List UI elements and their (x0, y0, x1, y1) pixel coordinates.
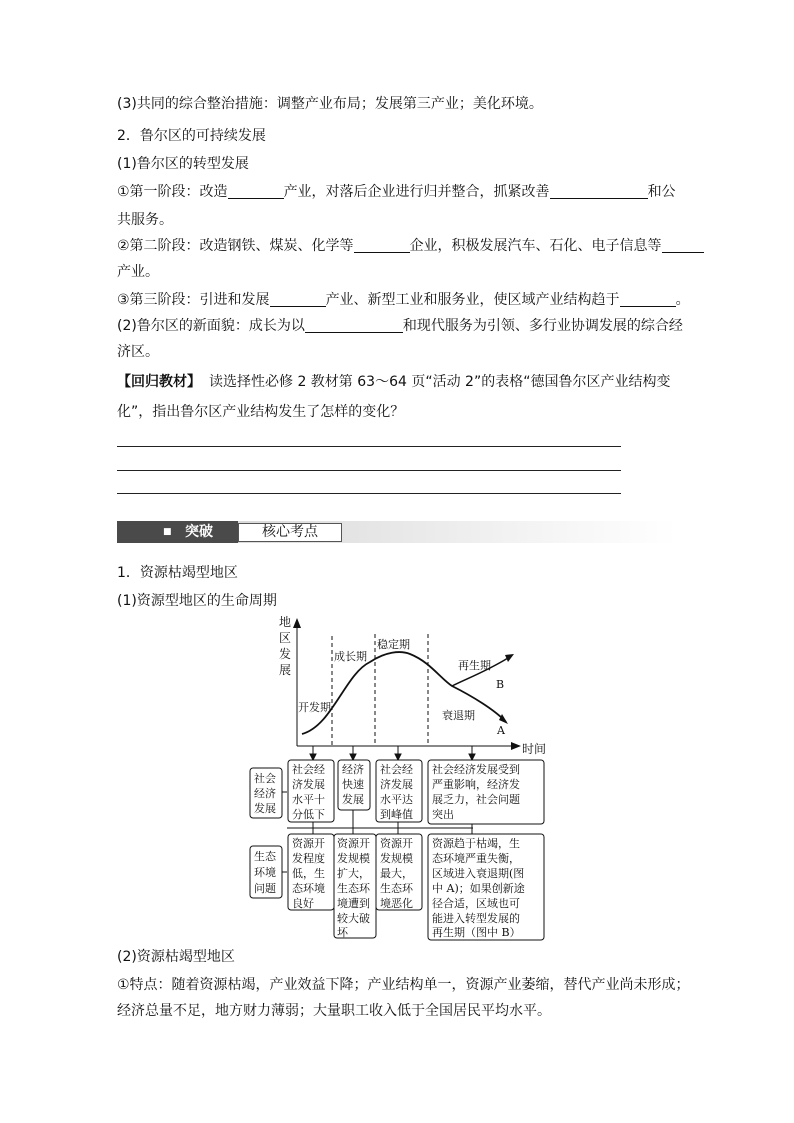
y-label-char: 展 (279, 663, 292, 677)
down-arrow-head (310, 754, 316, 760)
eco-box-4-line: 能进入转型发展的 (432, 912, 520, 925)
blank-1[interactable] (228, 184, 284, 199)
social-box-4-line: 严重影响，经济发 (432, 778, 520, 791)
text-stage1-c: 和公 (647, 184, 676, 200)
text-measures: (3)共同的综合整治措施：调整产业布局；发展第三产业；美化环境。 (117, 96, 543, 112)
text-stage1 (117, 182, 676, 202)
eco-box-3-line: 境恶化 (380, 897, 413, 910)
eco-box-3-line: 资源开 (380, 837, 413, 850)
social-box-3-line: 到峰值 (380, 808, 413, 821)
blank-6[interactable] (620, 292, 676, 307)
text-stage3-a: ③第三阶段：引进和发展 (117, 292, 270, 308)
social-box-4-line: 突出 (432, 808, 454, 821)
text-return-question-cont: 化”，指出鲁尔区产业结构发生了怎样的变化？ (117, 404, 405, 420)
x-axis-label: 时间 (522, 742, 547, 756)
text-stage1-b: 产业，对落后企业进行归并整合，抓紧改善 (283, 184, 550, 200)
social-box-1-line: 济发展 (292, 778, 325, 791)
text-features-cont: 经济总量不足，地方财力薄弱；大量职工收入低于全国居民平均水平。 (117, 1003, 551, 1019)
heading-ruhr: 2．鲁尔区的可持续发展 (117, 128, 266, 144)
down-arrow-head (469, 754, 475, 760)
heading-transform: (1)鲁尔区的转型发展 (117, 156, 249, 172)
social-box-3-line: 社会经 (380, 763, 413, 776)
social-box-2-line: 快速 (342, 778, 364, 791)
stage-regeneration: 再生期 (458, 659, 491, 672)
text-stage2 (117, 236, 704, 256)
banner-dark (117, 521, 238, 543)
eco-box-2-line: 坏 (337, 926, 348, 939)
eco-box-2-line: 较大破 (337, 912, 370, 925)
text-new-look-a: (2)鲁尔区的新面貌：成长为以 (117, 318, 305, 334)
stage-stable: 稳定期 (377, 638, 410, 651)
eco-box-3-line: 最大， (380, 867, 413, 880)
point-b-label: B (496, 678, 505, 691)
eco-box-2-line: 发规模 (337, 852, 370, 865)
arrow-b-icon (505, 654, 514, 662)
eco-box-4-line: 再生期（图中 B） (432, 926, 521, 939)
eco-box-4-line: 态环境严重失衡， (432, 852, 520, 865)
text-stage1-a: ①第一阶段：改造 (117, 184, 228, 200)
row-label-social-line: 社会 (254, 772, 276, 785)
banner-label-core: 核心考点 (238, 523, 342, 542)
eco-box-4-line: 资源趋于枯竭，生 (432, 837, 520, 850)
eco-box-1-line: 资源开 (292, 837, 325, 850)
social-box-1-line: 水平十 (292, 793, 325, 806)
eco-box-3-line: 发规模 (380, 852, 413, 865)
eco-box-1-line: 发程度 (292, 852, 325, 865)
heading-depleted-area: (2)资源枯竭型地区 (117, 949, 235, 965)
eco-box-3-line: 生态环 (380, 882, 413, 895)
blank-3[interactable] (354, 238, 410, 253)
row-label-social-line: 经济 (254, 787, 276, 800)
row-label-social-line: 发展 (254, 802, 276, 815)
y-label-char: 地 (279, 615, 292, 629)
square-icon: ■ (163, 527, 172, 537)
lifecycle-diagram (240, 614, 560, 944)
eco-box-1-line: 态环境 (292, 882, 325, 895)
row-label-eco-line: 问题 (254, 882, 276, 895)
text-stage2-a: ②第二阶段：改造钢铁、煤炭、化学等 (117, 238, 354, 254)
social-box-2-line: 经济 (342, 763, 364, 776)
y-label-char: 区 (279, 631, 292, 645)
social-box-4-line: 展乏力，社会问题 (432, 793, 520, 806)
x-axis-arrow (511, 742, 521, 750)
text-stage2-b: 企业，积极发展汽车、石化、电子信息等 (409, 238, 662, 254)
answer-line-3[interactable] (117, 493, 621, 494)
y-axis-arrow (293, 618, 301, 628)
row-label-eco-line: 生态 (254, 850, 276, 863)
answer-line-1[interactable] (117, 446, 621, 447)
text-stage3 (117, 290, 690, 310)
point-a-label: A (497, 724, 505, 737)
eco-box-4-line: 区域进入衰退期(图 (432, 867, 525, 880)
down-arrow-head (395, 754, 401, 760)
social-box-4-line: 社会经济发展受到 (432, 763, 520, 776)
social-box-1-line: 社会经 (292, 763, 325, 776)
eco-box-2-line: 资源开 (337, 837, 370, 850)
text-new-look-cont: 济区。 (117, 344, 159, 360)
text-features: ①特点：随着资源枯竭，产业效益下降；产业结构单一，资源产业萎缩，替代产业尚未形成； (117, 977, 690, 993)
eco-box-2-line: 扩大， (337, 867, 370, 880)
text-new-look-b: 和现代服务为引领、多行业协调发展的综合经 (402, 318, 683, 334)
eco-box-4-line: 径合适，区域也可 (432, 897, 520, 910)
y-label-char: 发 (279, 647, 292, 661)
text-stage2-cont: 产业。 (117, 264, 159, 280)
stage-decline: 衰退期 (442, 709, 475, 722)
heading-depleted: 1．资源枯竭型地区 (117, 565, 238, 581)
answer-line-2[interactable] (117, 470, 621, 471)
stage-growth: 成长期 (334, 650, 367, 663)
heading-lifecycle: (1)资源型地区的生命周期 (117, 593, 277, 609)
social-box-2-line: 发展 (342, 793, 364, 806)
text-return-question: 读选择性必修 2 教材第 63～64 页“活动 2”的表格“德国鲁尔区产业结构变 (209, 374, 671, 390)
text-return-textbook (117, 372, 670, 392)
stage-development: 开发期 (298, 701, 331, 714)
text-stage3-b: 产业、新型工业和服务业，使区域产业结构趋于 (325, 292, 620, 308)
text-new-look (117, 316, 683, 336)
social-box-3-line: 水平达 (380, 793, 413, 806)
blank-2[interactable] (550, 184, 648, 199)
down-arrow-head (350, 754, 356, 760)
blank-7[interactable] (305, 318, 403, 333)
blank-4[interactable] (662, 238, 704, 253)
text-stage3-c: 。 (675, 292, 690, 308)
social-box-3-line: 济发展 (380, 778, 413, 791)
section-banner (117, 521, 677, 543)
text-stage1-cont: 共服务。 (117, 212, 173, 228)
y-axis-label (279, 614, 291, 677)
eco-box-4-line: 中 A)；如果创新途 (432, 882, 525, 895)
label-return-textbook: 【回归教材】 (117, 374, 201, 390)
eco-box-2-line: 境遭到 (337, 897, 370, 910)
row-label-eco-line: 环境 (254, 866, 276, 879)
eco-box-1-line: 良好 (292, 897, 314, 910)
eco-box-1-line: 低，生 (292, 867, 325, 880)
blank-5[interactable] (270, 292, 326, 307)
eco-box-2-line: 生态环 (337, 882, 370, 895)
banner-label-breakthrough: 突破 (185, 524, 213, 540)
social-box-1-line: 分低下 (292, 808, 325, 821)
